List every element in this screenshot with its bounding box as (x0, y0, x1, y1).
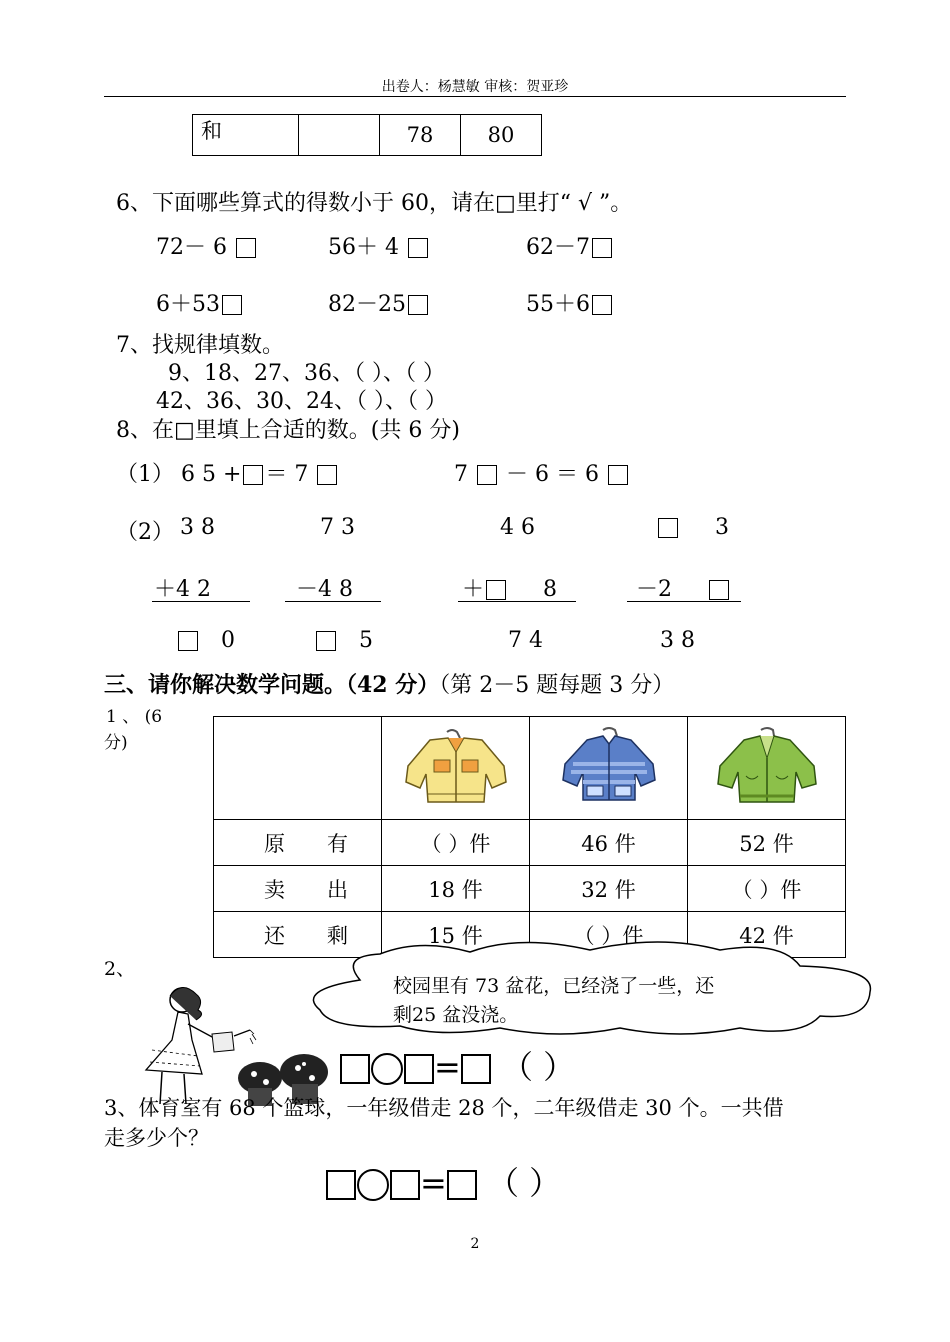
q6-expr: 6＋53 (156, 292, 220, 317)
answer-box[interactable] (243, 465, 263, 485)
answer-box[interactable] (222, 295, 242, 315)
q8-part1-right (454, 457, 630, 488)
problem-3-text: 3、体育室有 68 个篮球，一年级借走 28 个，二年级借走 30 个。一共借 (104, 1096, 784, 1120)
answer-box[interactable] (408, 295, 428, 315)
answer-box[interactable] (608, 465, 628, 485)
table-corner (214, 717, 382, 820)
answer-box[interactable] (178, 631, 198, 651)
cloud-text: 校园里有 73 盆花，已经浇了一些，还剩25 盆没浇。 (393, 975, 715, 1026)
label-char: 卖 (264, 877, 285, 902)
q6-expr: 72－ 6 (156, 235, 227, 260)
answer-box[interactable] (340, 1054, 370, 1084)
vertical-digit-row: 4 6 (500, 515, 535, 540)
q6-item (328, 287, 430, 318)
answer-box[interactable] (709, 580, 729, 600)
digit: 5 (358, 628, 373, 653)
label-char: 有 (327, 831, 348, 856)
q6-item (156, 230, 258, 261)
table-cell: 32 件 (530, 866, 688, 912)
answer-box[interactable] (592, 295, 612, 315)
answer-box[interactable] (486, 580, 506, 600)
answer-box[interactable] (326, 1170, 356, 1200)
vertical-digit-row: 7 3 (320, 515, 355, 540)
problem-2-label: 2、 (104, 958, 136, 980)
page-header: 出卷人：杨慧敏 审核：贺亚珍 (381, 79, 569, 95)
question-8-title: 8、在□里填上合适的数。(共 6 分) (116, 418, 460, 443)
part-label: （1） (116, 462, 174, 487)
problem-1-label: 1 、 (6 (106, 707, 163, 727)
top-table (192, 114, 542, 156)
row-label (214, 866, 382, 912)
blue-jacket-icon (559, 726, 659, 806)
answer-box[interactable] (592, 238, 612, 258)
expr-part: 6 5 + (181, 462, 242, 487)
jacket-blue-cell (530, 717, 688, 820)
answer-box[interactable] (658, 518, 678, 538)
jacket-yellow-cell (382, 717, 530, 820)
table-cell: 52 件 (688, 820, 846, 866)
table-cell: （ ）件 (688, 866, 846, 912)
part-label: （2） (116, 520, 174, 545)
digit: －2 (636, 577, 672, 602)
page-number: 2 (470, 1236, 480, 1252)
vertical-digit-row: －4 8 (296, 577, 353, 602)
expr-part: ＝ 7 (265, 462, 309, 487)
vertical-digit-row (462, 572, 557, 603)
table-cell: （ ）件 (530, 912, 688, 958)
operator: ＋ (462, 577, 485, 602)
answer-box[interactable] (447, 1170, 477, 1200)
table-cell: （ ）件 (382, 820, 530, 866)
label-char: 原 (264, 831, 285, 856)
q6-expr: 62－7 (526, 235, 590, 260)
clothing-table (213, 716, 846, 958)
answer-box[interactable] (236, 238, 256, 258)
unit-blank: （ ） (486, 1164, 562, 1202)
q6-expr: 56＋ 4 (328, 235, 399, 260)
vertical-digit-row (656, 515, 729, 540)
top-table-cell: 和 (193, 115, 299, 156)
section-title: 三、请你解决数学问题。（42 分） (104, 672, 440, 698)
answer-box[interactable] (390, 1170, 420, 1200)
problem-2-equation: = （ ） (340, 1042, 575, 1088)
yellow-jacket-icon (400, 726, 512, 806)
vertical-digit-row (636, 572, 731, 603)
label-char: 剩 (327, 923, 348, 948)
equation-line (152, 601, 250, 602)
q6-expr: 55＋6 (526, 292, 590, 317)
expr-part: 7 (454, 462, 468, 487)
digit: 0 (220, 628, 235, 653)
table-cell: 42 件 (688, 912, 846, 958)
problem-3-text: 走多少个？ (104, 1126, 209, 1150)
problem-3-equation: = （ ） (326, 1158, 561, 1204)
question-6-title: 6、下面哪些算式的得数小于 60，请在□里打“ √ ”。 (116, 191, 633, 216)
table-cell: 46 件 (530, 820, 688, 866)
digit: 3 (714, 515, 729, 540)
label-char: 出 (327, 877, 348, 902)
table-cell: 15 件 (382, 912, 530, 958)
section-3-heading (104, 668, 674, 699)
equation-line (627, 601, 741, 602)
q6-item (328, 230, 430, 261)
unit-blank: （ ） (500, 1048, 576, 1086)
answer-box[interactable] (477, 465, 497, 485)
table-cell: 18 件 (382, 866, 530, 912)
q7-sequence: 42、36、30、24、（ ）、（ ） (156, 389, 447, 414)
operator-circle[interactable] (371, 1053, 403, 1085)
label-char: 还 (264, 923, 285, 948)
expr-part: － 6 ＝ 6 (506, 462, 599, 487)
q6-item (526, 287, 614, 318)
q8-part1-left (116, 457, 339, 488)
operator-circle[interactable] (357, 1169, 389, 1201)
answer-box[interactable] (408, 238, 428, 258)
digit: 8 (542, 577, 557, 602)
header-rule (104, 96, 846, 97)
q6-item (526, 230, 614, 261)
question-7-title: 7、找规律填数。 (116, 333, 284, 358)
row-label (214, 820, 382, 866)
answer-box[interactable] (317, 465, 337, 485)
answer-box[interactable] (316, 631, 336, 651)
vertical-digit-row: 3 8 (660, 628, 695, 653)
top-table-cell: 78 (380, 115, 461, 156)
vertical-digit-row: ＋4 2 (154, 577, 211, 602)
jacket-green-cell (688, 717, 846, 820)
top-table-cell (299, 115, 380, 156)
vertical-digit-row (176, 628, 235, 653)
problem-1-label: 分) (104, 733, 128, 753)
top-table-cell: 80 (461, 115, 542, 156)
vertical-digit-row: 7 4 (508, 628, 543, 653)
section-subtitle: （第 2－5 题每题 3 分） (439, 673, 675, 698)
vertical-digit-row: 3 8 (180, 515, 215, 540)
q6-item (156, 287, 244, 318)
answer-box[interactable] (461, 1054, 491, 1084)
equation-line (458, 601, 576, 602)
q7-sequence: 9、18、27、36、（ ）、（ ） (168, 361, 445, 386)
answer-box[interactable] (404, 1054, 434, 1084)
vertical-digit-row (314, 628, 373, 653)
equation-line (285, 601, 381, 602)
green-jacket-icon (712, 726, 822, 806)
q6-expr: 82－25 (328, 292, 406, 317)
